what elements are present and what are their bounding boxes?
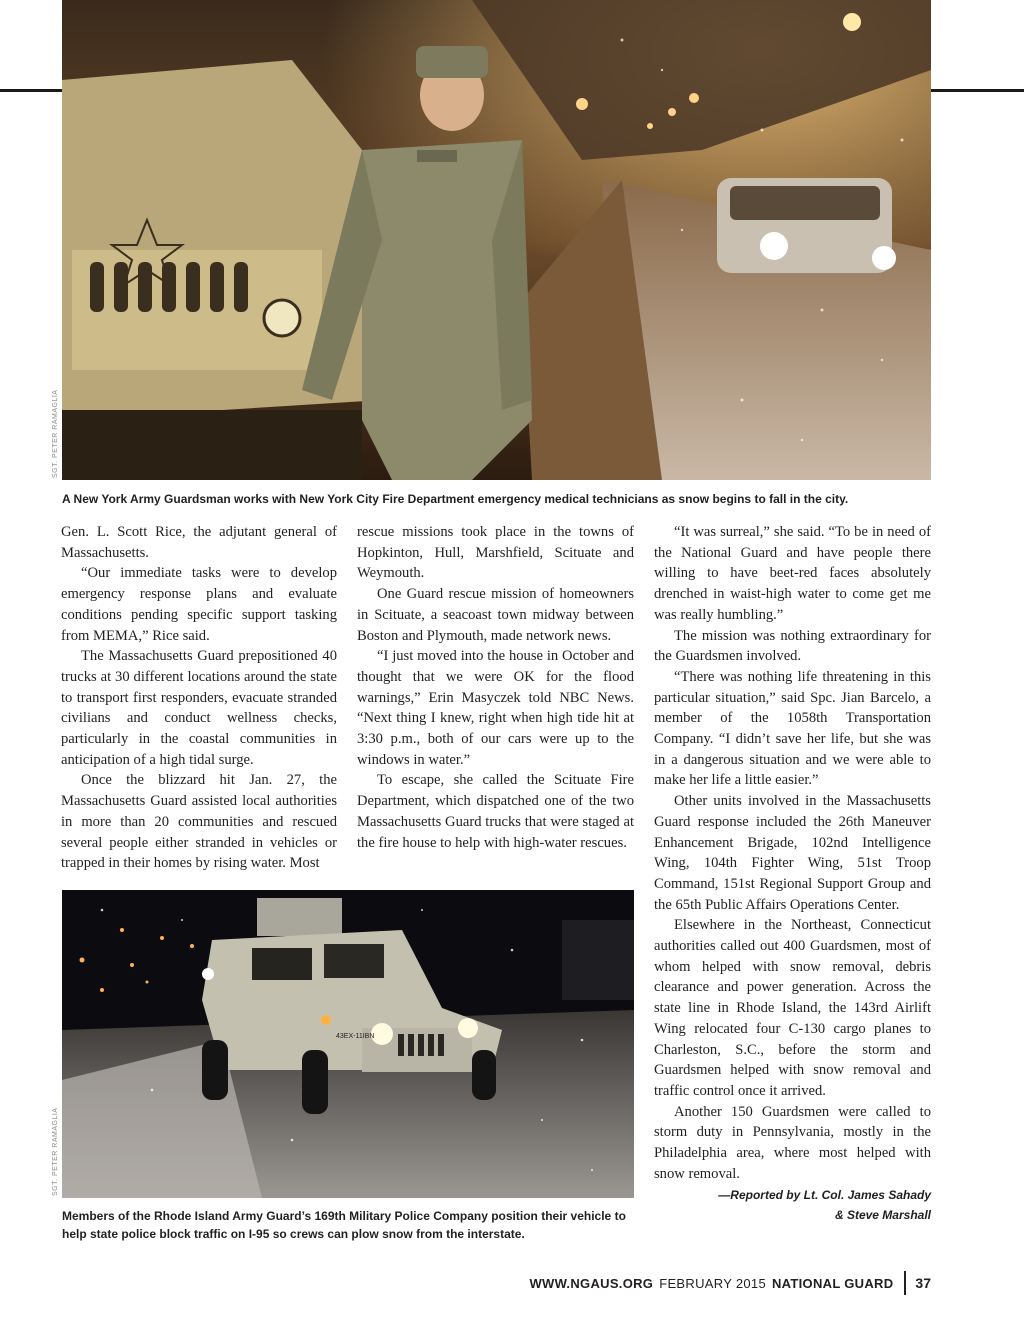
top-photo-caption: A New York Army Guardsman works with New York City Fire Department emergency medical technicians as snow begins to fall in the city. bbox=[62, 492, 849, 506]
bottom-photo-credit: SGT. PETER RAMAGLIA bbox=[52, 1107, 59, 1196]
bottom-photo-image bbox=[62, 890, 634, 1198]
paragraph: “Our immediate tasks were to develop emergency response plans and evaluate conditions pending specific support tasking from MEMA,” Rice said. bbox=[61, 565, 337, 644]
paragraph: The Massachusetts Guard prepositioned 40 trucks at 30 different locations around the state to transport first responders, evacuate stranded civilians and conduct wellness checks, particularly in the coastal communities in anticipation of a high tidal surge. bbox=[61, 648, 337, 768]
paragraph: “It was surreal,” she said. “To be in need of the National Guard and have people there willing to have beet-red faces absolutely drenched in waist-high water to come get me was really humbling.” bbox=[654, 524, 931, 623]
article-column-2 bbox=[357, 522, 634, 853]
paragraph: “I just moved into the house in October and thought that we were OK for the flood warnings,” Erin Masyczek told NBC News. “Next thing I knew, right when high tide hit at 3:30 p.m., both of our cars were up to the windows in water.” bbox=[357, 648, 634, 768]
paragraph: “There was nothing life threatening in this particular situation,” said Spc. Jian Barcelo, a member of the 1058th Transportation Company. “I didn’t save her life, but she was in a dangerous situation and we were able to make her life a little easier.” bbox=[654, 668, 931, 789]
paragraph: Once the blizzard hit Jan. 27, the Massachusetts Guard assisted local authorities in more than 20 communities and rescued several people either stranded in vehicles or trapped in their homes by rising water. Most bbox=[61, 772, 337, 872]
paragraph: Elsewhere in the Northeast, Connecticut authorities called out 400 Guardsmen, most of whom helped with snow removal, debris clearance and power generation. Across the state line in Rhode Island, the 143rd Airlift Wing relocated four C-130 cargo planes to Charleston, S.C., before the storm and Guardsmen helped with snow removal and traffic control once it arrived. bbox=[654, 917, 931, 1099]
paragraph: To escape, she called the Scituate Fire Department, which dispatched one of the two Massachusetts Guard trucks that were staged at the fire house to help with high-water rescues. bbox=[357, 772, 634, 851]
top-photo bbox=[62, 0, 931, 480]
header-rule-right bbox=[931, 89, 1024, 92]
footer-divider bbox=[904, 1271, 906, 1295]
byline bbox=[654, 1185, 931, 1225]
page-number: 37 bbox=[915, 1275, 931, 1291]
top-photo-credit: SGT. PETER RAMAGLIA bbox=[52, 389, 59, 478]
top-photo-image bbox=[62, 0, 931, 480]
footer-magazine-title: NATIONAL GUARD bbox=[771, 1275, 894, 1291]
paragraph: One Guard rescue mission of homeowners in Scituate, a seacoast town midway between Boston and Plymouth, made network news. bbox=[357, 586, 634, 644]
paragraph: The mission was nothing extraordinary for the Guardsmen involved. bbox=[654, 627, 931, 665]
byline-line-2: & Steve Marshall bbox=[834, 1207, 931, 1222]
paragraph: Another 150 Guardsmen were called to storm duty in Pennsylvania, mostly in the Philadelphia area, where most helped with snow removal. bbox=[654, 1103, 931, 1182]
article-column-3 bbox=[654, 522, 931, 1225]
bumper-marking: 43EX-11IBN bbox=[336, 1033, 375, 1040]
header-rule-left bbox=[0, 89, 62, 92]
page-footer bbox=[529, 1272, 931, 1294]
paragraph: Other units involved in the Massachusetts Guard response included the 26th Maneuver Enhancement Brigade, 102nd Intelligence Wing, 104th Fighter Wing, 51st Troop Command, 151st Regional Support Group and the 65th Public Affairs Operations Center. bbox=[654, 793, 931, 913]
paragraph: Gen. L. Scott Rice, the adjutant general of Massachusetts. bbox=[61, 524, 337, 561]
bottom-photo-caption: Members of the Rhode Island Army Guard’s 169th Military Police Company position their vehicle to help state police block traffic on I-95 so crews can plow snow from the interstate. bbox=[62, 1209, 626, 1241]
footer-website: WWW.NGAUS.ORG bbox=[529, 1275, 654, 1291]
bottom-photo bbox=[62, 890, 634, 1198]
paragraph: rescue missions took place in the towns of Hopkinton, Hull, Marshfield, Scituate and Weymouth. bbox=[357, 524, 634, 582]
byline-line-1: —Reported by Lt. Col. James Sahady bbox=[718, 1187, 931, 1202]
footer-issue-date: FEBRUARY 2015 bbox=[659, 1275, 766, 1291]
article-column-1 bbox=[61, 522, 337, 874]
